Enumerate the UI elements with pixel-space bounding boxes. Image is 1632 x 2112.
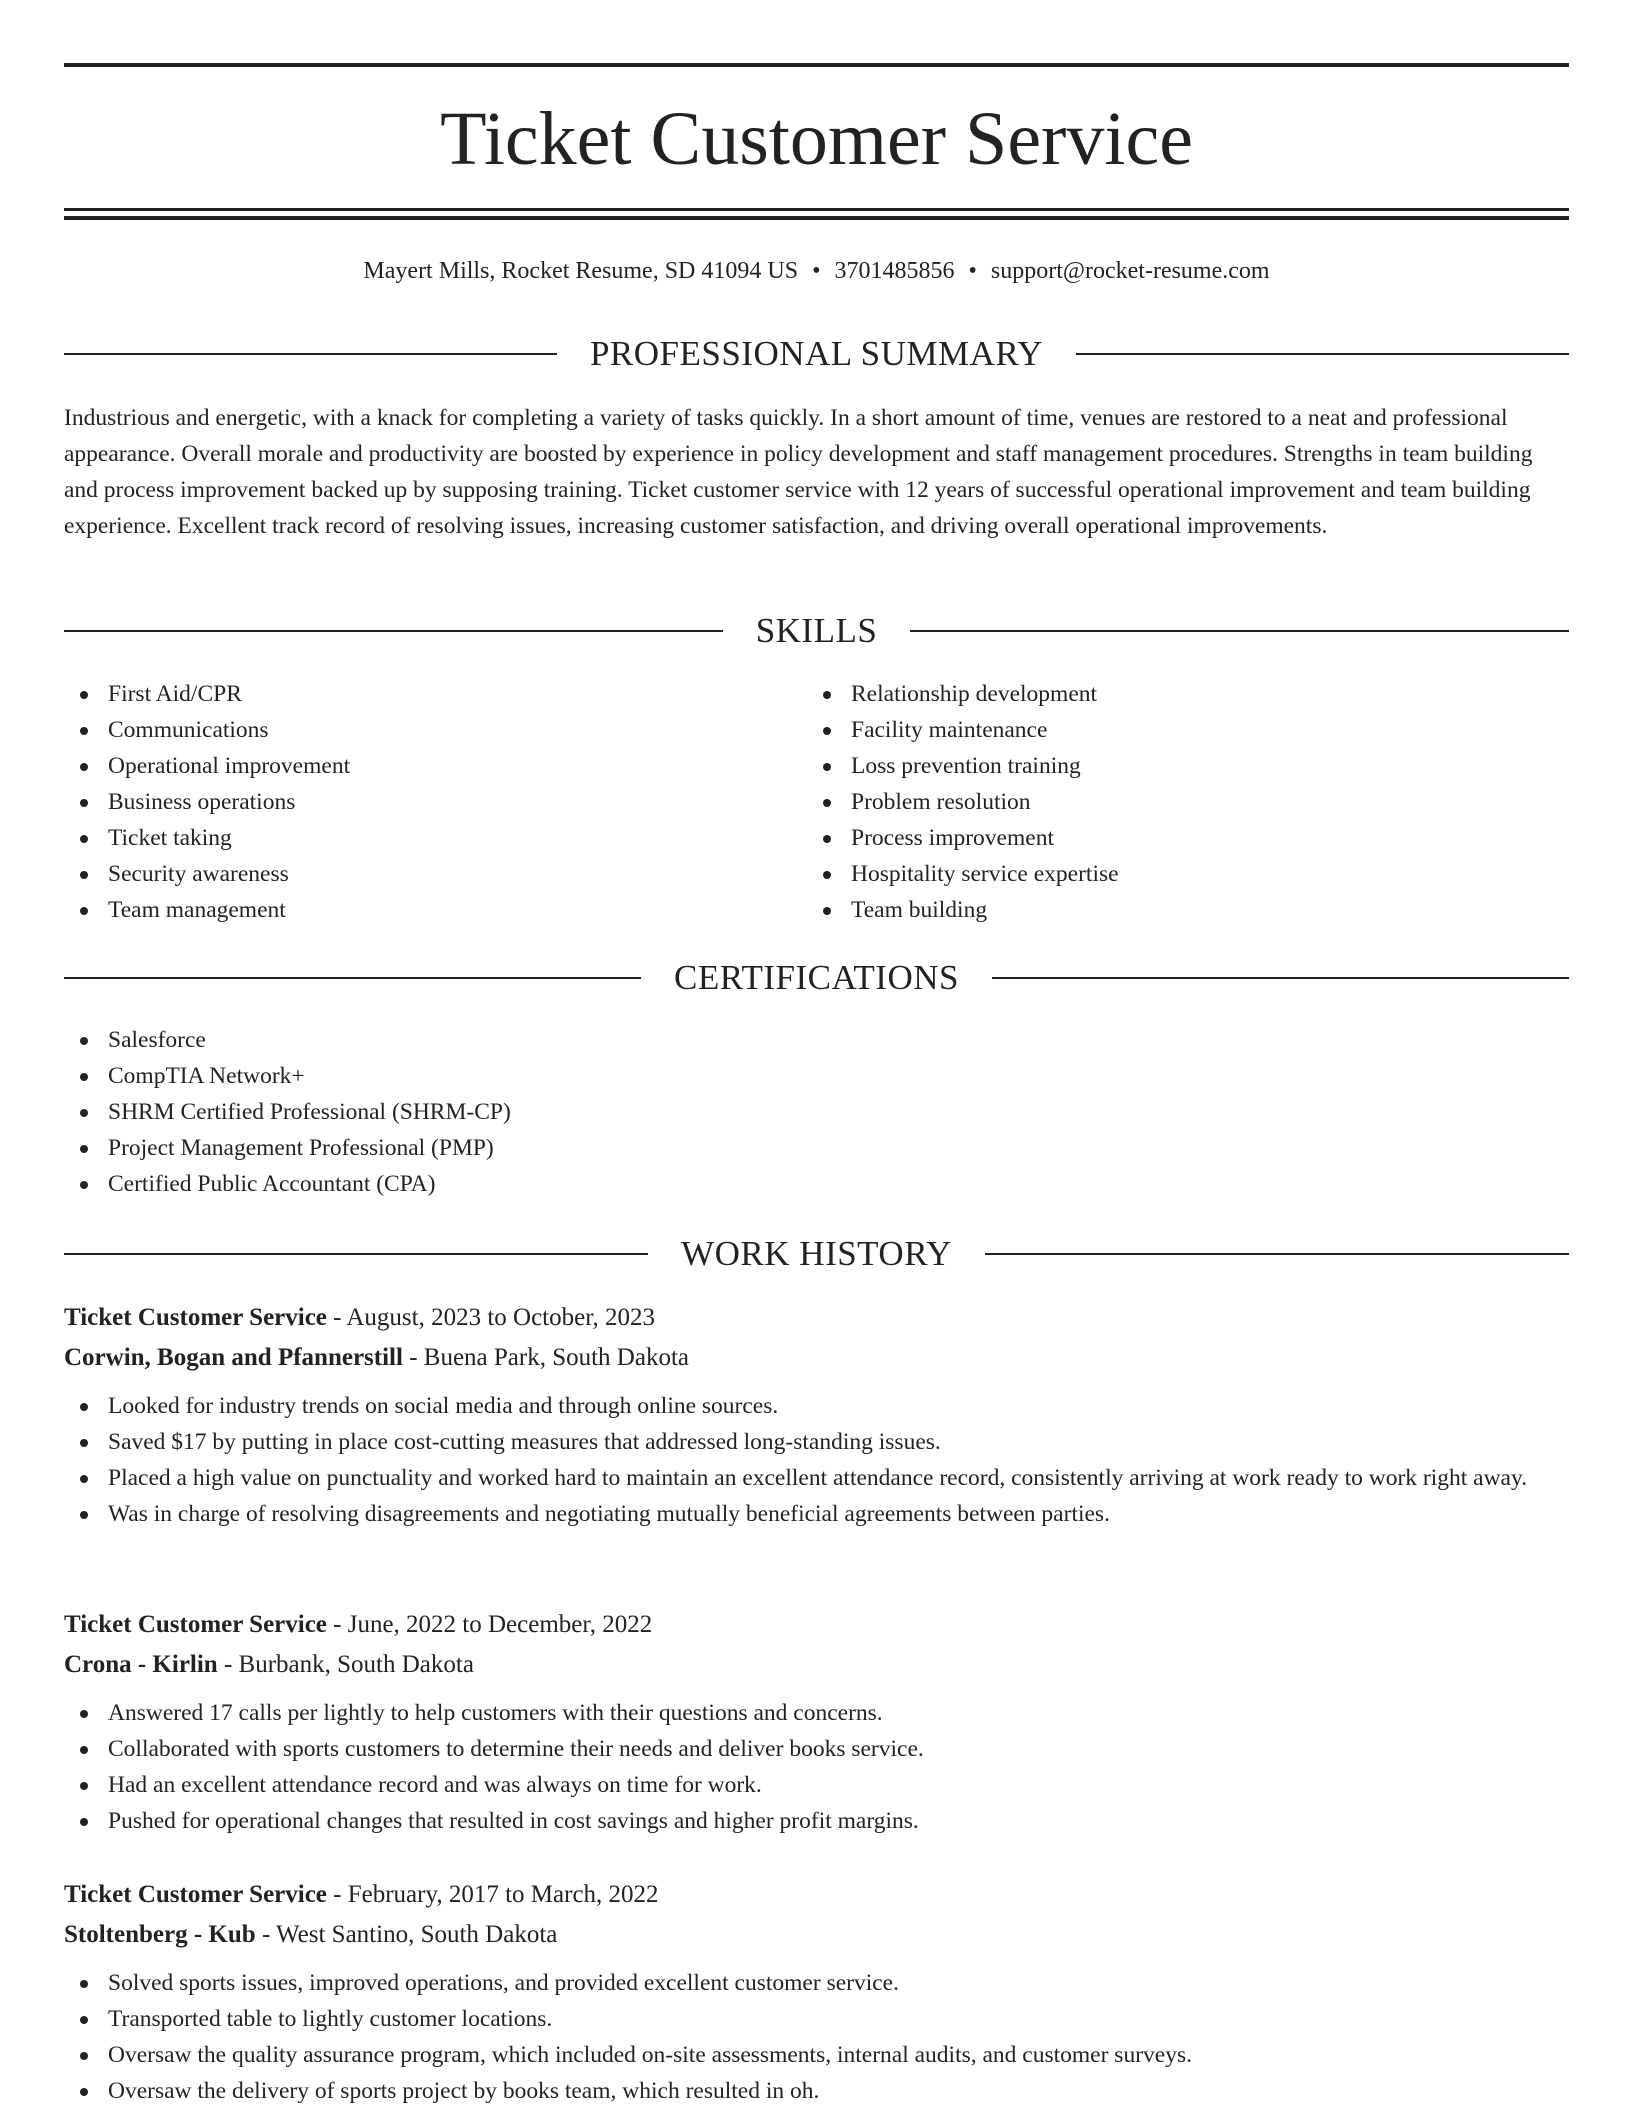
summary-text: Industrious and energetic, with a knack for completing a variety of tasks quickly. In a short amount of time, venues are restored to a neat and professional appearance. Overall morale and productivity are boosted by experience in policy development and staff management procedures. Strengths in team building and process improvement backed up by supposing training. Ticket customer service with 12 years of successful operational improvement and team building experience. Excellent track record of resolving issues, increasing customer satisfaction, and driving overall operational improvements.: [64, 405, 1533, 539]
job-title-line: [64, 1875, 1569, 1915]
job-bullet: Transported table to lightly customer locations.: [64, 2001, 1569, 2037]
job-bullet: Oversaw the delivery of sports project by books team, which resulted in oh.: [64, 2073, 1569, 2109]
job-location: - Burbank, South Dakota: [217, 1651, 474, 1678]
top-rule: [64, 63, 1569, 67]
contact-line: [64, 255, 1569, 287]
work-history-heading: [64, 1234, 1569, 1274]
job-entry: [64, 1298, 1569, 1532]
title-double-rule: [64, 208, 1569, 220]
contact-separator: •: [812, 258, 821, 284]
heading-rule-left: [64, 353, 557, 355]
skill-item: Business operations: [64, 784, 764, 820]
summary-heading: [64, 334, 1569, 374]
job-company: Corwin, Bogan and Pfannerstill: [64, 1344, 403, 1371]
skills-heading-label: SKILLS: [755, 611, 878, 650]
skill-item: Team building: [807, 892, 1507, 928]
job-dates: - June, 2022 to December, 2022: [326, 1611, 653, 1638]
certifications-heading: [64, 958, 1569, 998]
job-bullet: Answered 17 calls per lightly to help customers with their questions and concerns.: [64, 1695, 1569, 1731]
certifications-heading-label: CERTIFICATIONS: [674, 958, 959, 997]
job-dates: - February, 2017 to March, 2022: [326, 1881, 659, 1908]
job-bullet: Had an excellent attendance record and was always on time for work.: [64, 1767, 1569, 1803]
job-company-line: [64, 1338, 1569, 1378]
skill-item: Process improvement: [807, 820, 1507, 856]
job-bullet: Oversaw the quality assurance program, which included on-site assessments, internal audits, and customer surveys.: [64, 2037, 1569, 2073]
job-location: - West Santino, South Dakota: [255, 1921, 558, 1948]
contact-address: Mayert Mills, Rocket Resume, SD 41094 US: [363, 258, 799, 284]
work-history-heading-label: WORK HISTORY: [681, 1234, 952, 1273]
contact-phone: 3701485856: [834, 258, 955, 284]
contact-email[interactable]: support@rocket-resume.com: [990, 258, 1270, 284]
job-title: Ticket Customer Service: [64, 1881, 327, 1908]
skill-item: Ticket taking: [64, 820, 764, 856]
job-title-line: [64, 1298, 1569, 1338]
skills-column-right: [807, 676, 1507, 928]
job-company-line: [64, 1645, 1569, 1685]
skills-column-left: [64, 676, 764, 928]
job-bullet: Collaborated with sports customers to determine their needs and deliver books service.: [64, 1731, 1569, 1767]
job-bullet: Saved $17 by putting in place cost-cutting measures that addressed long-standing issues.: [64, 1424, 1569, 1460]
job-title: Ticket Customer Service: [64, 1304, 327, 1331]
job-location: - Buena Park, South Dakota: [402, 1344, 689, 1371]
resume-title: Ticket Customer Service: [440, 97, 1193, 181]
skill-item: Team management: [64, 892, 764, 928]
skills-heading: [64, 611, 1569, 651]
job-dates: - August, 2023 to October, 2023: [326, 1304, 656, 1331]
skill-item: Hospitality service expertise: [807, 856, 1507, 892]
skill-item: Problem resolution: [807, 784, 1507, 820]
job-bullet: Solved sports issues, improved operations, and provided excellent customer service.: [64, 1965, 1569, 2001]
heading-rule-left: [64, 630, 723, 632]
job-company: Stoltenberg - Kub: [64, 1921, 256, 1948]
certification-item: Project Management Professional (PMP): [64, 1130, 1569, 1166]
certification-item: SHRM Certified Professional (SHRM-CP): [64, 1094, 1569, 1130]
skill-item: Facility maintenance: [807, 712, 1507, 748]
skill-item: Relationship development: [807, 676, 1507, 712]
certification-item: CompTIA Network+: [64, 1058, 1569, 1094]
heading-rule-right: [985, 1253, 1569, 1255]
job-bullet: Placed a high value on punctuality and worked hard to maintain an excellent attendance record, consistently arriving at work ready to work right away.: [64, 1460, 1569, 1496]
job-entry: [64, 1875, 1569, 2109]
heading-rule-left: [64, 977, 641, 979]
contact-separator: •: [968, 258, 977, 284]
skill-item: Communications: [64, 712, 764, 748]
job-bullet: Was in charge of resolving disagreements and negotiating mutually beneficial agreements between parties.: [64, 1496, 1569, 1532]
job-bullet: Pushed for operational changes that resulted in cost savings and higher profit margins.: [64, 1803, 1569, 1839]
certifications-list: [64, 1022, 1569, 1202]
heading-rule-left: [64, 1253, 648, 1255]
skill-item: Loss prevention training: [807, 748, 1507, 784]
certification-item: Certified Public Accountant (CPA): [64, 1166, 1569, 1202]
summary-heading-label: PROFESSIONAL SUMMARY: [589, 334, 1044, 373]
heading-rule-right: [1076, 353, 1569, 355]
skill-item: First Aid/CPR: [64, 676, 764, 712]
job-bullet: Looked for industry trends on social media and through online sources.: [64, 1388, 1569, 1424]
job-title-line: [64, 1605, 1569, 1645]
job-entry: [64, 1605, 1569, 1839]
heading-rule-right: [992, 977, 1569, 979]
skill-item: Operational improvement: [64, 748, 764, 784]
certification-item: Salesforce: [64, 1022, 1569, 1058]
job-company: Crona - Kirlin: [64, 1651, 218, 1678]
skill-item: Security awareness: [64, 856, 764, 892]
job-company-line: [64, 1915, 1569, 1955]
heading-rule-right: [910, 630, 1569, 632]
job-title: Ticket Customer Service: [64, 1611, 327, 1638]
